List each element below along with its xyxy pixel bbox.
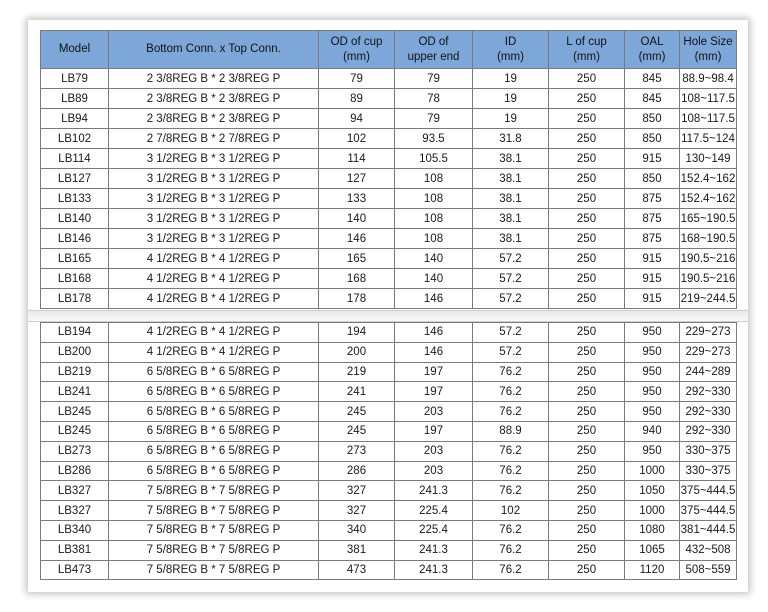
table-row	[41, 540, 737, 560]
header-oal: OAL (mm)	[625, 31, 680, 69]
cell-connection: 2 3/8REG B * 2 3/8REG P	[109, 109, 319, 129]
table-row	[41, 323, 737, 343]
header-id: ID (mm)	[473, 31, 549, 69]
cell-oal: 1050	[625, 481, 680, 501]
cell-id: 76.2	[473, 362, 549, 382]
spec-sheet	[28, 20, 748, 592]
cell-connection: 7 5/8REG B * 7 5/8REG P	[109, 540, 319, 560]
cell-oal: 1120	[625, 560, 680, 580]
cell-model: LB127	[41, 169, 109, 189]
cell-od-upper: 79	[395, 109, 473, 129]
cell-connection: 3 1/2REG B * 3 1/2REG P	[109, 189, 319, 209]
cell-id: 38.1	[473, 169, 549, 189]
cell-model: LB245	[41, 421, 109, 441]
cell-od-cup: 168	[319, 269, 395, 289]
header-length-cup: L of cup (mm)	[549, 31, 625, 69]
cell-id: 31.8	[473, 129, 549, 149]
cell-od-upper: 197	[395, 382, 473, 402]
table-row	[41, 289, 737, 309]
cell-id: 19	[473, 89, 549, 109]
cell-hole-size: 190.5~216	[680, 249, 737, 269]
cell-od-cup: 127	[319, 169, 395, 189]
table-row	[41, 149, 737, 169]
cell-hole-size: 229~273	[680, 342, 737, 362]
cell-oal: 1000	[625, 461, 680, 481]
cell-oal: 850	[625, 169, 680, 189]
cell-od-upper: 108	[395, 209, 473, 229]
cell-hole-size: 117.5~124	[680, 129, 737, 149]
cell-model: LB165	[41, 249, 109, 269]
cell-model: LB140	[41, 209, 109, 229]
cell-connection: 6 5/8REG B * 6 5/8REG P	[109, 441, 319, 461]
cell-id: 38.1	[473, 209, 549, 229]
cell-id: 102	[473, 501, 549, 521]
table-row	[41, 560, 737, 580]
spec-table-bottom	[40, 322, 737, 580]
cell-od-upper: 108	[395, 169, 473, 189]
cell-oal: 1080	[625, 520, 680, 540]
table-row	[41, 362, 737, 382]
cell-od-cup: 245	[319, 402, 395, 422]
table-row	[41, 421, 737, 441]
cell-oal: 950	[625, 382, 680, 402]
header-row	[41, 31, 737, 69]
header-od-cup: OD of cup (mm)	[319, 31, 395, 69]
cell-od-cup: 114	[319, 149, 395, 169]
table-row	[41, 189, 737, 209]
cell-model: LB178	[41, 289, 109, 309]
cell-id: 76.2	[473, 520, 549, 540]
cell-connection: 6 5/8REG B * 6 5/8REG P	[109, 402, 319, 422]
cell-connection: 2 3/8REG B * 2 3/8REG P	[109, 89, 319, 109]
cell-length-cup: 250	[549, 209, 625, 229]
cell-model: LB194	[41, 323, 109, 343]
cell-oal: 875	[625, 209, 680, 229]
cell-hole-size: 330~375	[680, 461, 737, 481]
cell-length-cup: 250	[549, 362, 625, 382]
spec-table-top	[40, 30, 737, 309]
cell-model: LB168	[41, 269, 109, 289]
cell-connection: 4 1/2REG B * 4 1/2REG P	[109, 342, 319, 362]
cell-id: 57.2	[473, 289, 549, 309]
cell-od-upper: 108	[395, 229, 473, 249]
cell-connection: 6 5/8REG B * 6 5/8REG P	[109, 362, 319, 382]
cell-hole-size: 130~149	[680, 149, 737, 169]
cell-model: LB241	[41, 382, 109, 402]
cell-od-upper: 203	[395, 461, 473, 481]
table-row	[41, 342, 737, 362]
cell-od-upper: 241.3	[395, 481, 473, 501]
cell-od-upper: 203	[395, 402, 473, 422]
cell-hole-size: 432~508	[680, 540, 737, 560]
cell-oal: 875	[625, 189, 680, 209]
header-connection: Bottom Conn. x Top Conn.	[109, 31, 319, 69]
header-od-upper: OD of upper end	[395, 31, 473, 69]
cell-hole-size: 330~375	[680, 441, 737, 461]
cell-model: LB102	[41, 129, 109, 149]
cell-oal: 915	[625, 249, 680, 269]
cell-connection: 6 5/8REG B * 6 5/8REG P	[109, 461, 319, 481]
cell-od-upper: 79	[395, 69, 473, 89]
cell-id: 88.9	[473, 421, 549, 441]
table-row	[41, 89, 737, 109]
cell-od-cup: 286	[319, 461, 395, 481]
cell-od-upper: 197	[395, 421, 473, 441]
cell-connection: 7 5/8REG B * 7 5/8REG P	[109, 481, 319, 501]
cell-id: 76.2	[473, 382, 549, 402]
cell-model: LB327	[41, 501, 109, 521]
cell-hole-size: 152.4~162	[680, 189, 737, 209]
cell-length-cup: 250	[549, 501, 625, 521]
cell-connection: 4 1/2REG B * 4 1/2REG P	[109, 323, 319, 343]
table-row	[41, 109, 737, 129]
table-row	[41, 209, 737, 229]
cell-connection: 7 5/8REG B * 7 5/8REG P	[109, 560, 319, 580]
cell-connection: 2 3/8REG B * 2 3/8REG P	[109, 69, 319, 89]
cell-length-cup: 250	[549, 289, 625, 309]
cell-od-upper: 105.5	[395, 149, 473, 169]
cell-od-cup: 146	[319, 229, 395, 249]
table-row	[41, 441, 737, 461]
cell-od-upper: 197	[395, 362, 473, 382]
cell-od-cup: 327	[319, 501, 395, 521]
cell-hole-size: 375~444.5	[680, 481, 737, 501]
cell-length-cup: 250	[549, 342, 625, 362]
cell-id: 38.1	[473, 149, 549, 169]
cell-oal: 845	[625, 69, 680, 89]
cell-connection: 6 5/8REG B * 6 5/8REG P	[109, 421, 319, 441]
cell-length-cup: 250	[549, 520, 625, 540]
cell-oal: 1065	[625, 540, 680, 560]
cell-hole-size: 88.9~98.4	[680, 69, 737, 89]
cell-connection: 2 7/8REG B * 2 7/8REG P	[109, 129, 319, 149]
cell-od-upper: 93.5	[395, 129, 473, 149]
cell-model: LB200	[41, 342, 109, 362]
cell-hole-size: 152.4~162	[680, 169, 737, 189]
cell-oal: 850	[625, 109, 680, 129]
cell-length-cup: 250	[549, 129, 625, 149]
cell-connection: 3 1/2REG B * 3 1/2REG P	[109, 149, 319, 169]
cell-hole-size: 168~190.5	[680, 229, 737, 249]
cell-od-cup: 273	[319, 441, 395, 461]
cell-oal: 875	[625, 229, 680, 249]
cell-model: LB133	[41, 189, 109, 209]
cell-hole-size: 508~559	[680, 560, 737, 580]
cell-model: LB381	[41, 540, 109, 560]
cell-oal: 950	[625, 441, 680, 461]
cell-id: 76.2	[473, 481, 549, 501]
cell-model: LB146	[41, 229, 109, 249]
cell-connection: 7 5/8REG B * 7 5/8REG P	[109, 501, 319, 521]
cell-od-cup: 381	[319, 540, 395, 560]
table-row	[41, 501, 737, 521]
table-row	[41, 129, 737, 149]
cell-connection: 4 1/2REG B * 4 1/2REG P	[109, 269, 319, 289]
cell-length-cup: 250	[549, 229, 625, 249]
cell-od-cup: 94	[319, 109, 395, 129]
cell-length-cup: 250	[549, 421, 625, 441]
cell-oal: 950	[625, 342, 680, 362]
cell-od-cup: 327	[319, 481, 395, 501]
cell-hole-size: 244~289	[680, 362, 737, 382]
cell-hole-size: 165~190.5	[680, 209, 737, 229]
cell-length-cup: 250	[549, 402, 625, 422]
cell-od-upper: 241.3	[395, 560, 473, 580]
cell-length-cup: 250	[549, 89, 625, 109]
cell-hole-size: 381~444.5	[680, 520, 737, 540]
cell-connection: 3 1/2REG B * 3 1/2REG P	[109, 209, 319, 229]
cell-length-cup: 250	[549, 382, 625, 402]
cell-id: 19	[473, 69, 549, 89]
cell-od-cup: 340	[319, 520, 395, 540]
cell-id: 38.1	[473, 229, 549, 249]
cell-oal: 845	[625, 89, 680, 109]
cell-id: 76.2	[473, 540, 549, 560]
cell-hole-size: 219~244.5	[680, 289, 737, 309]
cell-od-cup: 89	[319, 89, 395, 109]
cell-id: 57.2	[473, 323, 549, 343]
table-row	[41, 269, 737, 289]
cell-od-cup: 140	[319, 209, 395, 229]
cell-connection: 4 1/2REG B * 4 1/2REG P	[109, 249, 319, 269]
cell-length-cup: 250	[549, 69, 625, 89]
cell-id: 57.2	[473, 249, 549, 269]
cell-od-cup: 473	[319, 560, 395, 580]
cell-od-cup: 241	[319, 382, 395, 402]
cell-model: LB219	[41, 362, 109, 382]
cell-od-cup: 245	[319, 421, 395, 441]
table-divider	[28, 310, 748, 322]
table-row	[41, 169, 737, 189]
table-row	[41, 382, 737, 402]
cell-oal: 950	[625, 323, 680, 343]
cell-oal: 950	[625, 402, 680, 422]
table-row	[41, 249, 737, 269]
cell-model: LB79	[41, 69, 109, 89]
cell-od-upper: 78	[395, 89, 473, 109]
cell-id: 57.2	[473, 342, 549, 362]
cell-length-cup: 250	[549, 540, 625, 560]
cell-hole-size: 108~117.5	[680, 89, 737, 109]
cell-oal: 915	[625, 149, 680, 169]
cell-od-cup: 165	[319, 249, 395, 269]
cell-oal: 915	[625, 269, 680, 289]
cell-hole-size: 292~330	[680, 402, 737, 422]
cell-length-cup: 250	[549, 441, 625, 461]
cell-od-upper: 146	[395, 323, 473, 343]
cell-od-upper: 203	[395, 441, 473, 461]
table-row	[41, 69, 737, 89]
table-row	[41, 402, 737, 422]
cell-length-cup: 250	[549, 461, 625, 481]
cell-model: LB245	[41, 402, 109, 422]
cell-od-upper: 146	[395, 289, 473, 309]
cell-length-cup: 250	[549, 149, 625, 169]
table-row	[41, 520, 737, 540]
cell-model: LB327	[41, 481, 109, 501]
cell-length-cup: 250	[549, 189, 625, 209]
header-hole-size: Hole Size (mm)	[680, 31, 737, 69]
cell-connection: 6 5/8REG B * 6 5/8REG P	[109, 382, 319, 402]
cell-oal: 850	[625, 129, 680, 149]
cell-id: 76.2	[473, 441, 549, 461]
cell-model: LB273	[41, 441, 109, 461]
cell-model: LB89	[41, 89, 109, 109]
cell-length-cup: 250	[549, 560, 625, 580]
cell-length-cup: 250	[549, 249, 625, 269]
cell-od-cup: 194	[319, 323, 395, 343]
cell-od-cup: 102	[319, 129, 395, 149]
cell-model: LB114	[41, 149, 109, 169]
cell-length-cup: 250	[549, 481, 625, 501]
cell-oal: 940	[625, 421, 680, 441]
cell-id: 19	[473, 109, 549, 129]
cell-od-cup: 219	[319, 362, 395, 382]
cell-length-cup: 250	[549, 269, 625, 289]
cell-od-upper: 108	[395, 189, 473, 209]
cell-oal: 950	[625, 362, 680, 382]
cell-model: LB94	[41, 109, 109, 129]
cell-id: 57.2	[473, 269, 549, 289]
cell-connection: 7 5/8REG B * 7 5/8REG P	[109, 520, 319, 540]
cell-id: 76.2	[473, 402, 549, 422]
cell-model: LB473	[41, 560, 109, 580]
cell-length-cup: 250	[549, 169, 625, 189]
cell-od-upper: 241.3	[395, 540, 473, 560]
cell-hole-size: 108~117.5	[680, 109, 737, 129]
cell-oal: 915	[625, 289, 680, 309]
cell-connection: 3 1/2REG B * 3 1/2REG P	[109, 229, 319, 249]
cell-hole-size: 292~330	[680, 421, 737, 441]
cell-hole-size: 292~330	[680, 382, 737, 402]
cell-length-cup: 250	[549, 109, 625, 129]
cell-od-upper: 140	[395, 249, 473, 269]
table-row	[41, 461, 737, 481]
cell-od-cup: 178	[319, 289, 395, 309]
cell-id: 76.2	[473, 461, 549, 481]
cell-od-cup: 133	[319, 189, 395, 209]
cell-length-cup: 250	[549, 323, 625, 343]
cell-id: 76.2	[473, 560, 549, 580]
cell-connection: 3 1/2REG B * 3 1/2REG P	[109, 169, 319, 189]
cell-model: LB286	[41, 461, 109, 481]
table-row	[41, 229, 737, 249]
cell-od-upper: 146	[395, 342, 473, 362]
cell-od-upper: 225.4	[395, 520, 473, 540]
cell-oal: 1000	[625, 501, 680, 521]
cell-od-upper: 140	[395, 269, 473, 289]
cell-hole-size: 229~273	[680, 323, 737, 343]
cell-od-cup: 200	[319, 342, 395, 362]
cell-id: 38.1	[473, 189, 549, 209]
header-model: Model	[41, 31, 109, 69]
cell-od-upper: 225.4	[395, 501, 473, 521]
table-row	[41, 481, 737, 501]
cell-connection: 4 1/2REG B * 4 1/2REG P	[109, 289, 319, 309]
cell-hole-size: 190.5~216	[680, 269, 737, 289]
cell-od-cup: 79	[319, 69, 395, 89]
cell-model: LB340	[41, 520, 109, 540]
cell-hole-size: 375~444.5	[680, 501, 737, 521]
